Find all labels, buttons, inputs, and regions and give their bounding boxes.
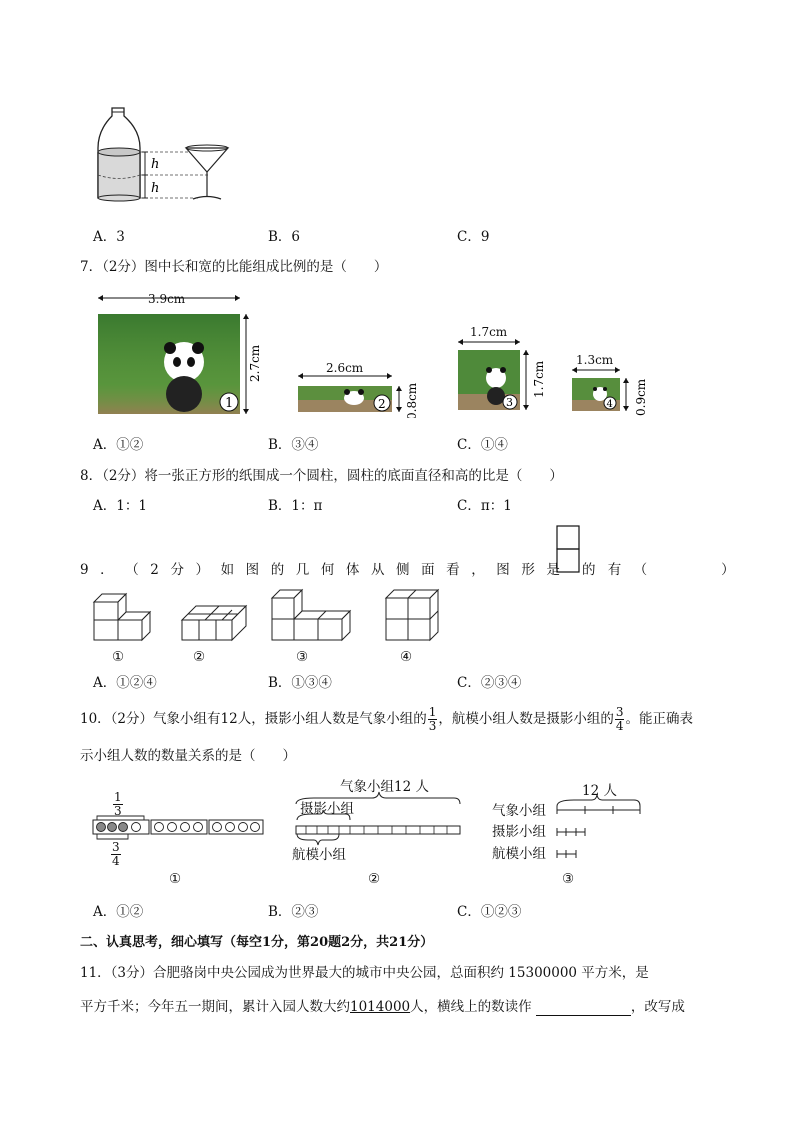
q6-option-c[interactable]: C．9 [457,229,490,245]
h-label-top: h [151,157,160,172]
q9-stem [80,561,560,579]
q9-figure-label-2: ② [193,649,206,665]
q10-fig2-diagram [294,790,464,846]
q9-stem-char: 2 [150,562,159,578]
q9-side-view-icon [556,525,580,575]
q10-fig3-row3: 航模小组 [492,846,546,862]
q10-fig3-diagram [552,794,644,862]
q10-fig1-bottom-frac: $\frac{3}{4}$ [112,840,120,868]
q9-stem-char: 分 [170,562,184,578]
q9-solid-2 [182,606,246,640]
q10-stem-a: 10．（2分）气象小组有12人，摄影小组人数是气象小组的 [80,711,427,727]
q7-figure-1-num: 1 [225,396,234,411]
q9-solid-4 [386,590,438,640]
q10-stem-c: 。能正确表 [625,711,693,727]
h-label-bottom: h [151,181,160,196]
q10-stem-line2: 示小组人数的数量关系的是（ ） [80,748,296,764]
q7-figure-2-height: 0.8cm [405,382,419,418]
q10-fig2-top: 气象小组12 人 [340,779,429,795]
q9-stem-char: （ [125,562,139,578]
q10-fig3-row2: 摄影小组 [492,824,546,840]
q7-option-c[interactable]: C．①④ [457,437,508,453]
q9-solid-1 [94,594,150,640]
q9-stem-char: 从 [370,562,385,578]
q9-stem-char: 几 [295,562,310,578]
q7-option-b[interactable]: B．③④ [268,437,319,453]
q10-option-b[interactable]: B．②③ [268,904,319,920]
q9-stem-char: 体 [345,562,360,578]
q6-option-a[interactable]: A．3 [93,229,125,245]
q9-stem-char: 的 [270,562,285,578]
q9-stem-char: 如 [220,562,235,578]
q10-fig3-label: ③ [562,871,575,887]
q11-line2-c: ，改写成 [630,999,685,1015]
q7-figure-1-height: 2.7cm [248,344,262,382]
q7-figure-3-width: 1.7cm [470,325,508,339]
q9-stem-char: ） [195,562,209,578]
q10-fig2-label: ② [368,871,381,887]
q9-solids [92,584,452,644]
q6-figure [90,104,240,204]
q10-fig3-row1: 气象小组 [492,803,546,819]
q7-figure-4-height: 0.9cm [634,378,648,416]
q9-stem-char: 面 [421,562,435,578]
q9-stem-char: 看 [446,562,460,578]
q7-option-a[interactable]: A．①② [93,437,144,453]
q10-stem-b: ，航模小组人数是摄影小组的 [438,711,614,727]
q7-figure-4-num: 4 [606,399,613,410]
q9-solid-3 [272,590,350,640]
q11-answer-blank[interactable] [536,1001,631,1016]
q8-option-a[interactable]: A．1：1 [93,498,147,514]
q10-fig1-diagram [92,814,264,842]
q9-figure-label-4: ④ [400,649,413,665]
q9-stem-char: 是 [546,562,560,578]
q7-figure-2-width: 2.6cm [326,361,364,375]
q9-stem-char: 图 [496,562,510,578]
q10-fig2-bottom: 航模小组 [292,847,346,863]
q9-stem-char: ， [471,562,485,578]
bottle-water [98,152,140,198]
q9-option-a[interactable]: A．①②④ [93,675,157,691]
q9-option-c[interactable]: C．②③④ [457,675,522,691]
q9-stem-after: 的 有 （ ） [582,562,739,578]
section-2-heading: 二、认真思考，细心填写（每空1分，第20题2分，共21分） [80,935,434,950]
q10-option-a[interactable]: A．①② [93,904,144,920]
q9-stem-char: 何 [320,562,335,578]
q11-line2 [80,998,685,1016]
q10-frac-1: $\frac{1}{3}$ [428,705,437,733]
q9-figure-label-3: ③ [296,649,309,665]
q7-figure-3-num: 3 [506,396,513,409]
q8-option-c[interactable]: C．π：1 [457,498,512,514]
q9-option-b[interactable]: B．①③④ [268,675,332,691]
q9-stem-char: ． [100,562,114,578]
q7-figure-3-height: 1.7cm [532,360,546,398]
q7-figure-1 [96,290,276,418]
q10-fig1-top-frac: $\frac{1}{3}$ [114,790,122,818]
glass-cup [186,148,228,172]
q7-figure-4-width: 1.3cm [576,353,614,367]
q8-option-b[interactable]: B．1：π [268,498,323,514]
q10-fig1-label: ① [169,871,182,887]
q9-stem-char: 9 [80,562,89,578]
q9-figure-label-1: ① [112,649,125,665]
q11-line1: 11．（3分）合肥骆岗中央公园成为世界最大的城市中央公园，总面积约 15300000 平方米，是 [80,965,649,981]
q7-stem: 7．（2分）图中长和宽的比能组成比例的是（ ） [80,259,388,275]
q10-stem [80,704,693,734]
q7-figure-2-num: 2 [378,397,386,411]
q11-line2-a: 平方千米；今年五一期间，累计入园人数大约 [80,999,350,1015]
q7-figure-1-width: 3.9cm [148,292,186,306]
q9-stem-char: 侧 [396,562,410,578]
q9-stem-char: 图 [245,562,260,578]
q9-stem-char: 形 [521,562,535,578]
q11-number: 1014000 [350,999,411,1015]
q11-line2-b: 人，横线上的数读作 [410,999,532,1015]
q8-stem: 8．（2分）将一张正方形的纸围成一个圆柱，圆柱的底面直径和高的比是（ ） [80,468,563,484]
q6-option-b[interactable]: B．6 [268,229,301,245]
q10-fig2-mid: 摄影小组 [300,801,354,817]
q10-fig3-top: 12 人 [582,783,617,799]
q10-option-c[interactable]: C．①②③ [457,904,522,920]
q10-frac-2: $\frac{3}{4}$ [615,705,624,733]
